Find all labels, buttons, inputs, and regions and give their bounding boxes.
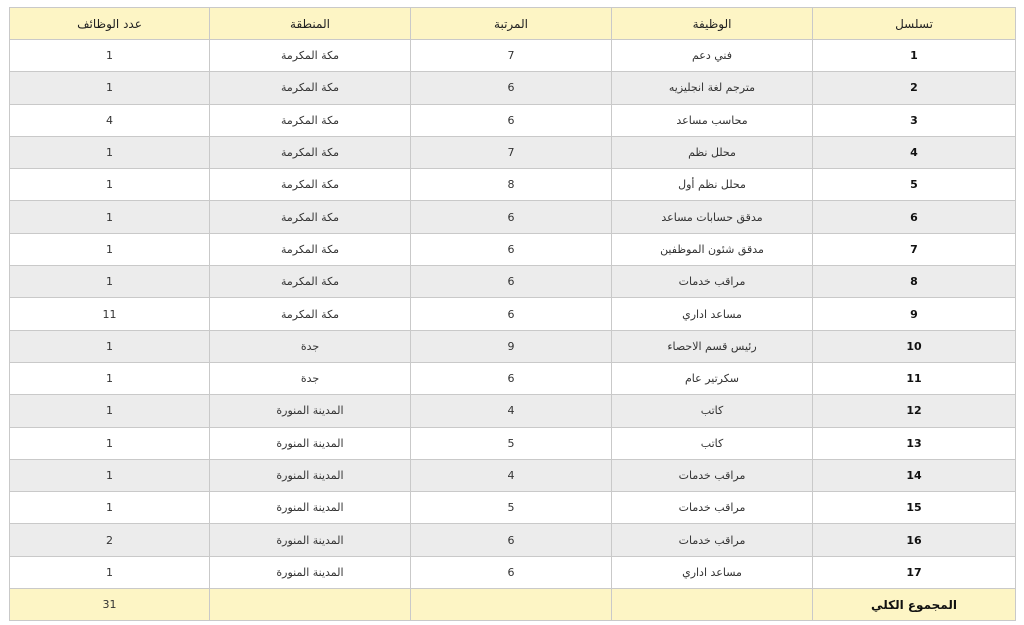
cell-region: مكة المكرمة bbox=[210, 104, 411, 136]
cell-job: مراقب خدمات bbox=[612, 459, 813, 491]
cell-region: المدينة المنورة bbox=[210, 556, 411, 588]
header-row bbox=[10, 8, 1016, 40]
cell-count: 4 bbox=[10, 104, 210, 136]
cell-count: 1 bbox=[10, 330, 210, 362]
cell-job: كاتب bbox=[612, 427, 813, 459]
cell-job: مساعد اداري bbox=[612, 298, 813, 330]
cell-region: مكة المكرمة bbox=[210, 136, 411, 168]
table-header bbox=[10, 8, 1016, 40]
cell-job: مراقب خدمات bbox=[612, 266, 813, 298]
total-empty-region bbox=[210, 589, 411, 621]
cell-serial: 13 bbox=[813, 427, 1016, 459]
cell-count: 1 bbox=[10, 201, 210, 233]
cell-count: 1 bbox=[10, 136, 210, 168]
cell-grade: 5 bbox=[411, 427, 612, 459]
cell-region: مكة المكرمة bbox=[210, 201, 411, 233]
table-footer bbox=[10, 589, 1016, 621]
cell-grade: 8 bbox=[411, 169, 612, 201]
table-row bbox=[10, 524, 1016, 556]
cell-job: مدقق شئون الموظفين bbox=[612, 233, 813, 265]
table-row bbox=[10, 72, 1016, 104]
table-row bbox=[10, 427, 1016, 459]
cell-count: 1 bbox=[10, 556, 210, 588]
table-row bbox=[10, 104, 1016, 136]
cell-count: 1 bbox=[10, 72, 210, 104]
total-empty-grade bbox=[411, 589, 612, 621]
table-row bbox=[10, 298, 1016, 330]
cell-job: محلل نظم bbox=[612, 136, 813, 168]
header-job: الوظيفة bbox=[612, 8, 813, 40]
cell-job: مراقب خدمات bbox=[612, 524, 813, 556]
cell-count: 1 bbox=[10, 395, 210, 427]
header-grade: المرتبة bbox=[411, 8, 612, 40]
table-row bbox=[10, 40, 1016, 72]
cell-serial: 1 bbox=[813, 40, 1016, 72]
cell-serial: 12 bbox=[813, 395, 1016, 427]
table-row bbox=[10, 459, 1016, 491]
cell-job: مدقق حسابات مساعد bbox=[612, 201, 813, 233]
table-row bbox=[10, 395, 1016, 427]
table-row bbox=[10, 492, 1016, 524]
cell-count: 1 bbox=[10, 427, 210, 459]
cell-region: جدة bbox=[210, 362, 411, 394]
table-body bbox=[10, 40, 1016, 589]
cell-grade: 6 bbox=[411, 362, 612, 394]
cell-grade: 6 bbox=[411, 104, 612, 136]
cell-job: مساعد اداري bbox=[612, 556, 813, 588]
header-count: عدد الوظائف bbox=[10, 8, 210, 40]
table-row bbox=[10, 362, 1016, 394]
cell-count: 1 bbox=[10, 169, 210, 201]
header-region: المنطقة bbox=[210, 8, 411, 40]
cell-serial: 16 bbox=[813, 524, 1016, 556]
cell-grade: 7 bbox=[411, 40, 612, 72]
cell-grade: 6 bbox=[411, 524, 612, 556]
cell-count: 11 bbox=[10, 298, 210, 330]
cell-region: مكة المكرمة bbox=[210, 298, 411, 330]
cell-grade: 9 bbox=[411, 330, 612, 362]
table-row bbox=[10, 169, 1016, 201]
cell-grade: 6 bbox=[411, 201, 612, 233]
cell-serial: 15 bbox=[813, 492, 1016, 524]
total-label: المجموع الكلي bbox=[813, 589, 1016, 621]
cell-job: مراقب خدمات bbox=[612, 492, 813, 524]
cell-region: المدينة المنورة bbox=[210, 524, 411, 556]
cell-count: 2 bbox=[10, 524, 210, 556]
table-row bbox=[10, 233, 1016, 265]
cell-job: محلل نظم أول bbox=[612, 169, 813, 201]
cell-region: المدينة المنورة bbox=[210, 427, 411, 459]
jobs-table-container bbox=[9, 7, 1015, 621]
cell-count: 1 bbox=[10, 266, 210, 298]
cell-serial: 4 bbox=[813, 136, 1016, 168]
table-row bbox=[10, 556, 1016, 588]
cell-count: 1 bbox=[10, 492, 210, 524]
cell-region: المدينة المنورة bbox=[210, 395, 411, 427]
header-serial: تسلسل bbox=[813, 8, 1016, 40]
cell-region: جدة bbox=[210, 330, 411, 362]
cell-region: المدينة المنورة bbox=[210, 492, 411, 524]
cell-serial: 14 bbox=[813, 459, 1016, 491]
cell-job: رئيس قسم الاحصاء bbox=[612, 330, 813, 362]
cell-region: مكة المكرمة bbox=[210, 40, 411, 72]
cell-job: مترجم لغة انجليزيه bbox=[612, 72, 813, 104]
total-count: 31 bbox=[10, 589, 210, 621]
cell-job: فني دعم bbox=[612, 40, 813, 72]
cell-job: محاسب مساعد bbox=[612, 104, 813, 136]
cell-grade: 6 bbox=[411, 233, 612, 265]
cell-count: 1 bbox=[10, 362, 210, 394]
cell-region: المدينة المنورة bbox=[210, 459, 411, 491]
cell-serial: 2 bbox=[813, 72, 1016, 104]
cell-region: مكة المكرمة bbox=[210, 233, 411, 265]
cell-count: 1 bbox=[10, 40, 210, 72]
cell-serial: 6 bbox=[813, 201, 1016, 233]
table-row bbox=[10, 136, 1016, 168]
cell-serial: 3 bbox=[813, 104, 1016, 136]
cell-grade: 4 bbox=[411, 459, 612, 491]
cell-region: مكة المكرمة bbox=[210, 266, 411, 298]
table-row bbox=[10, 201, 1016, 233]
cell-serial: 7 bbox=[813, 233, 1016, 265]
cell-grade: 7 bbox=[411, 136, 612, 168]
jobs-table bbox=[9, 7, 1016, 621]
cell-grade: 6 bbox=[411, 298, 612, 330]
cell-grade: 6 bbox=[411, 72, 612, 104]
cell-serial: 8 bbox=[813, 266, 1016, 298]
cell-serial: 11 bbox=[813, 362, 1016, 394]
cell-serial: 17 bbox=[813, 556, 1016, 588]
cell-serial: 5 bbox=[813, 169, 1016, 201]
cell-grade: 6 bbox=[411, 266, 612, 298]
table-row bbox=[10, 266, 1016, 298]
cell-count: 1 bbox=[10, 459, 210, 491]
cell-grade: 6 bbox=[411, 556, 612, 588]
cell-serial: 10 bbox=[813, 330, 1016, 362]
cell-count: 1 bbox=[10, 233, 210, 265]
cell-job: سكرتير عام bbox=[612, 362, 813, 394]
cell-region: مكة المكرمة bbox=[210, 169, 411, 201]
total-row bbox=[10, 589, 1016, 621]
cell-job: كاتب bbox=[612, 395, 813, 427]
cell-region: مكة المكرمة bbox=[210, 72, 411, 104]
cell-grade: 5 bbox=[411, 492, 612, 524]
cell-serial: 9 bbox=[813, 298, 1016, 330]
cell-grade: 4 bbox=[411, 395, 612, 427]
total-empty-job bbox=[612, 589, 813, 621]
table-row bbox=[10, 330, 1016, 362]
